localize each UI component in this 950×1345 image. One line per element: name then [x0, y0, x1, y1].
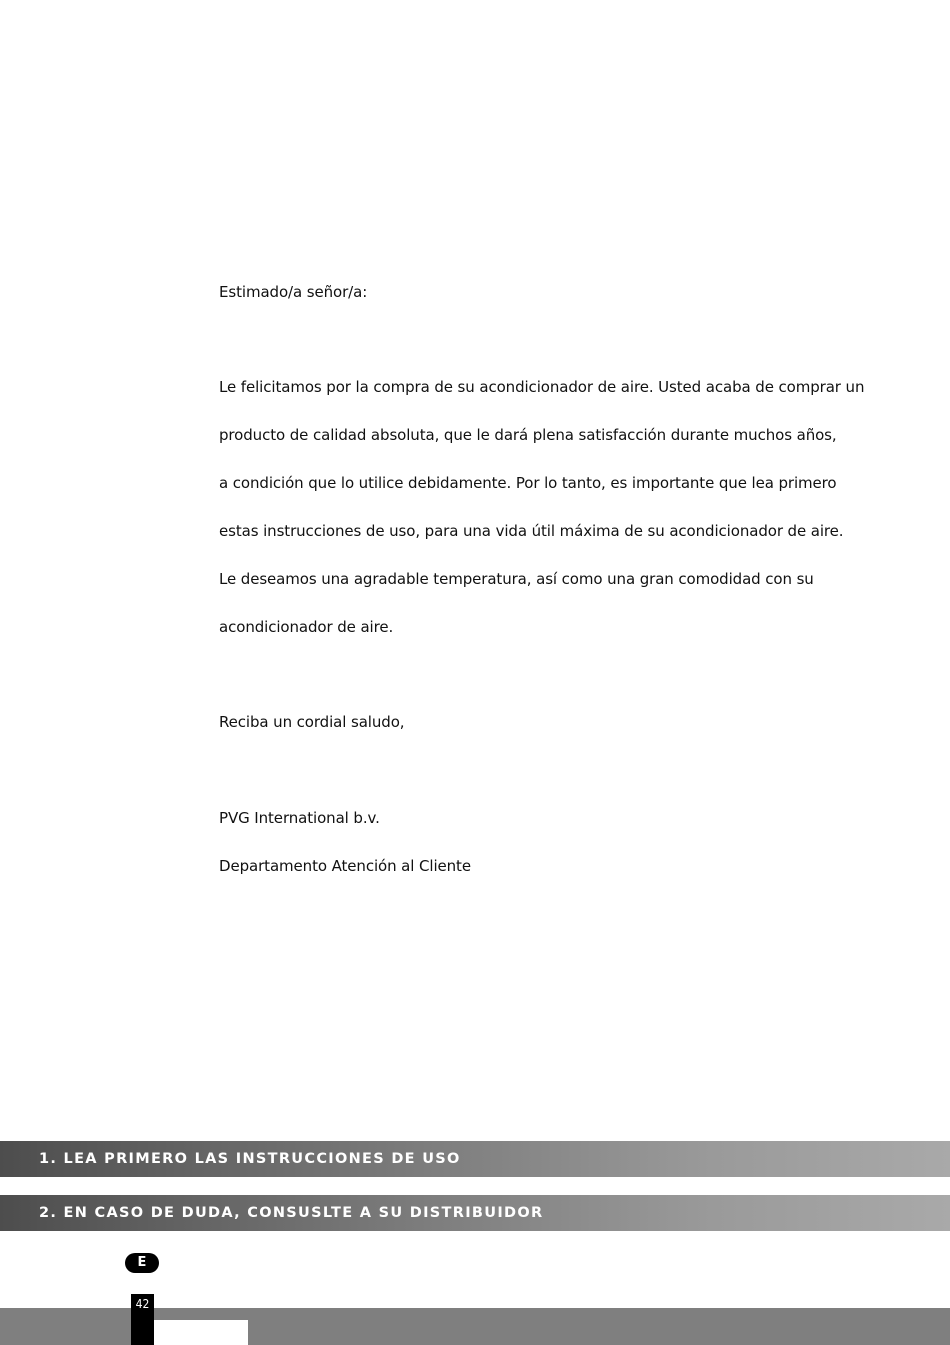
body-line: acondicionador de aire. — [219, 618, 394, 636]
body-line: a condición que lo utilice debidamente. Por lo tanto, es importante que lea primero — [219, 474, 837, 492]
body-line: Le felicitamos por la compra de su acondicionador de aire. Usted acaba de comprar un — [219, 378, 865, 396]
body-line: estas instrucciones de uso, para una vida útil máxima de su acondicionador de aire. — [219, 522, 844, 540]
language-badge: E — [125, 1253, 159, 1273]
page-tab — [131, 1294, 154, 1345]
body-line: Le deseamos una agradable temperatura, así como una gran comodidad con su — [219, 570, 814, 588]
signature-company: PVG International b.v. — [219, 809, 380, 827]
page-number: 42 — [135, 1297, 150, 1311]
instruction-band-2 — [0, 1195, 950, 1231]
instruction-band-1 — [0, 1141, 950, 1177]
closing: Reciba un cordial saludo, — [219, 713, 405, 731]
footer-white-block — [154, 1320, 248, 1345]
instruction-band-1-label: 1. LEA PRIMERO LAS INSTRUCCIONES DE USO — [39, 1151, 461, 1167]
instruction-band-2-label: 2. EN CASO DE DUDA, CONSUSLTE A SU DISTRIBUIDOR — [39, 1205, 544, 1221]
body-line: producto de calidad absoluta, que le dará plena satisfacción durante muchos años, — [219, 426, 837, 444]
greeting: Estimado/a señor/a: — [219, 283, 368, 301]
signature-department: Departamento Atención al Cliente — [219, 857, 471, 875]
